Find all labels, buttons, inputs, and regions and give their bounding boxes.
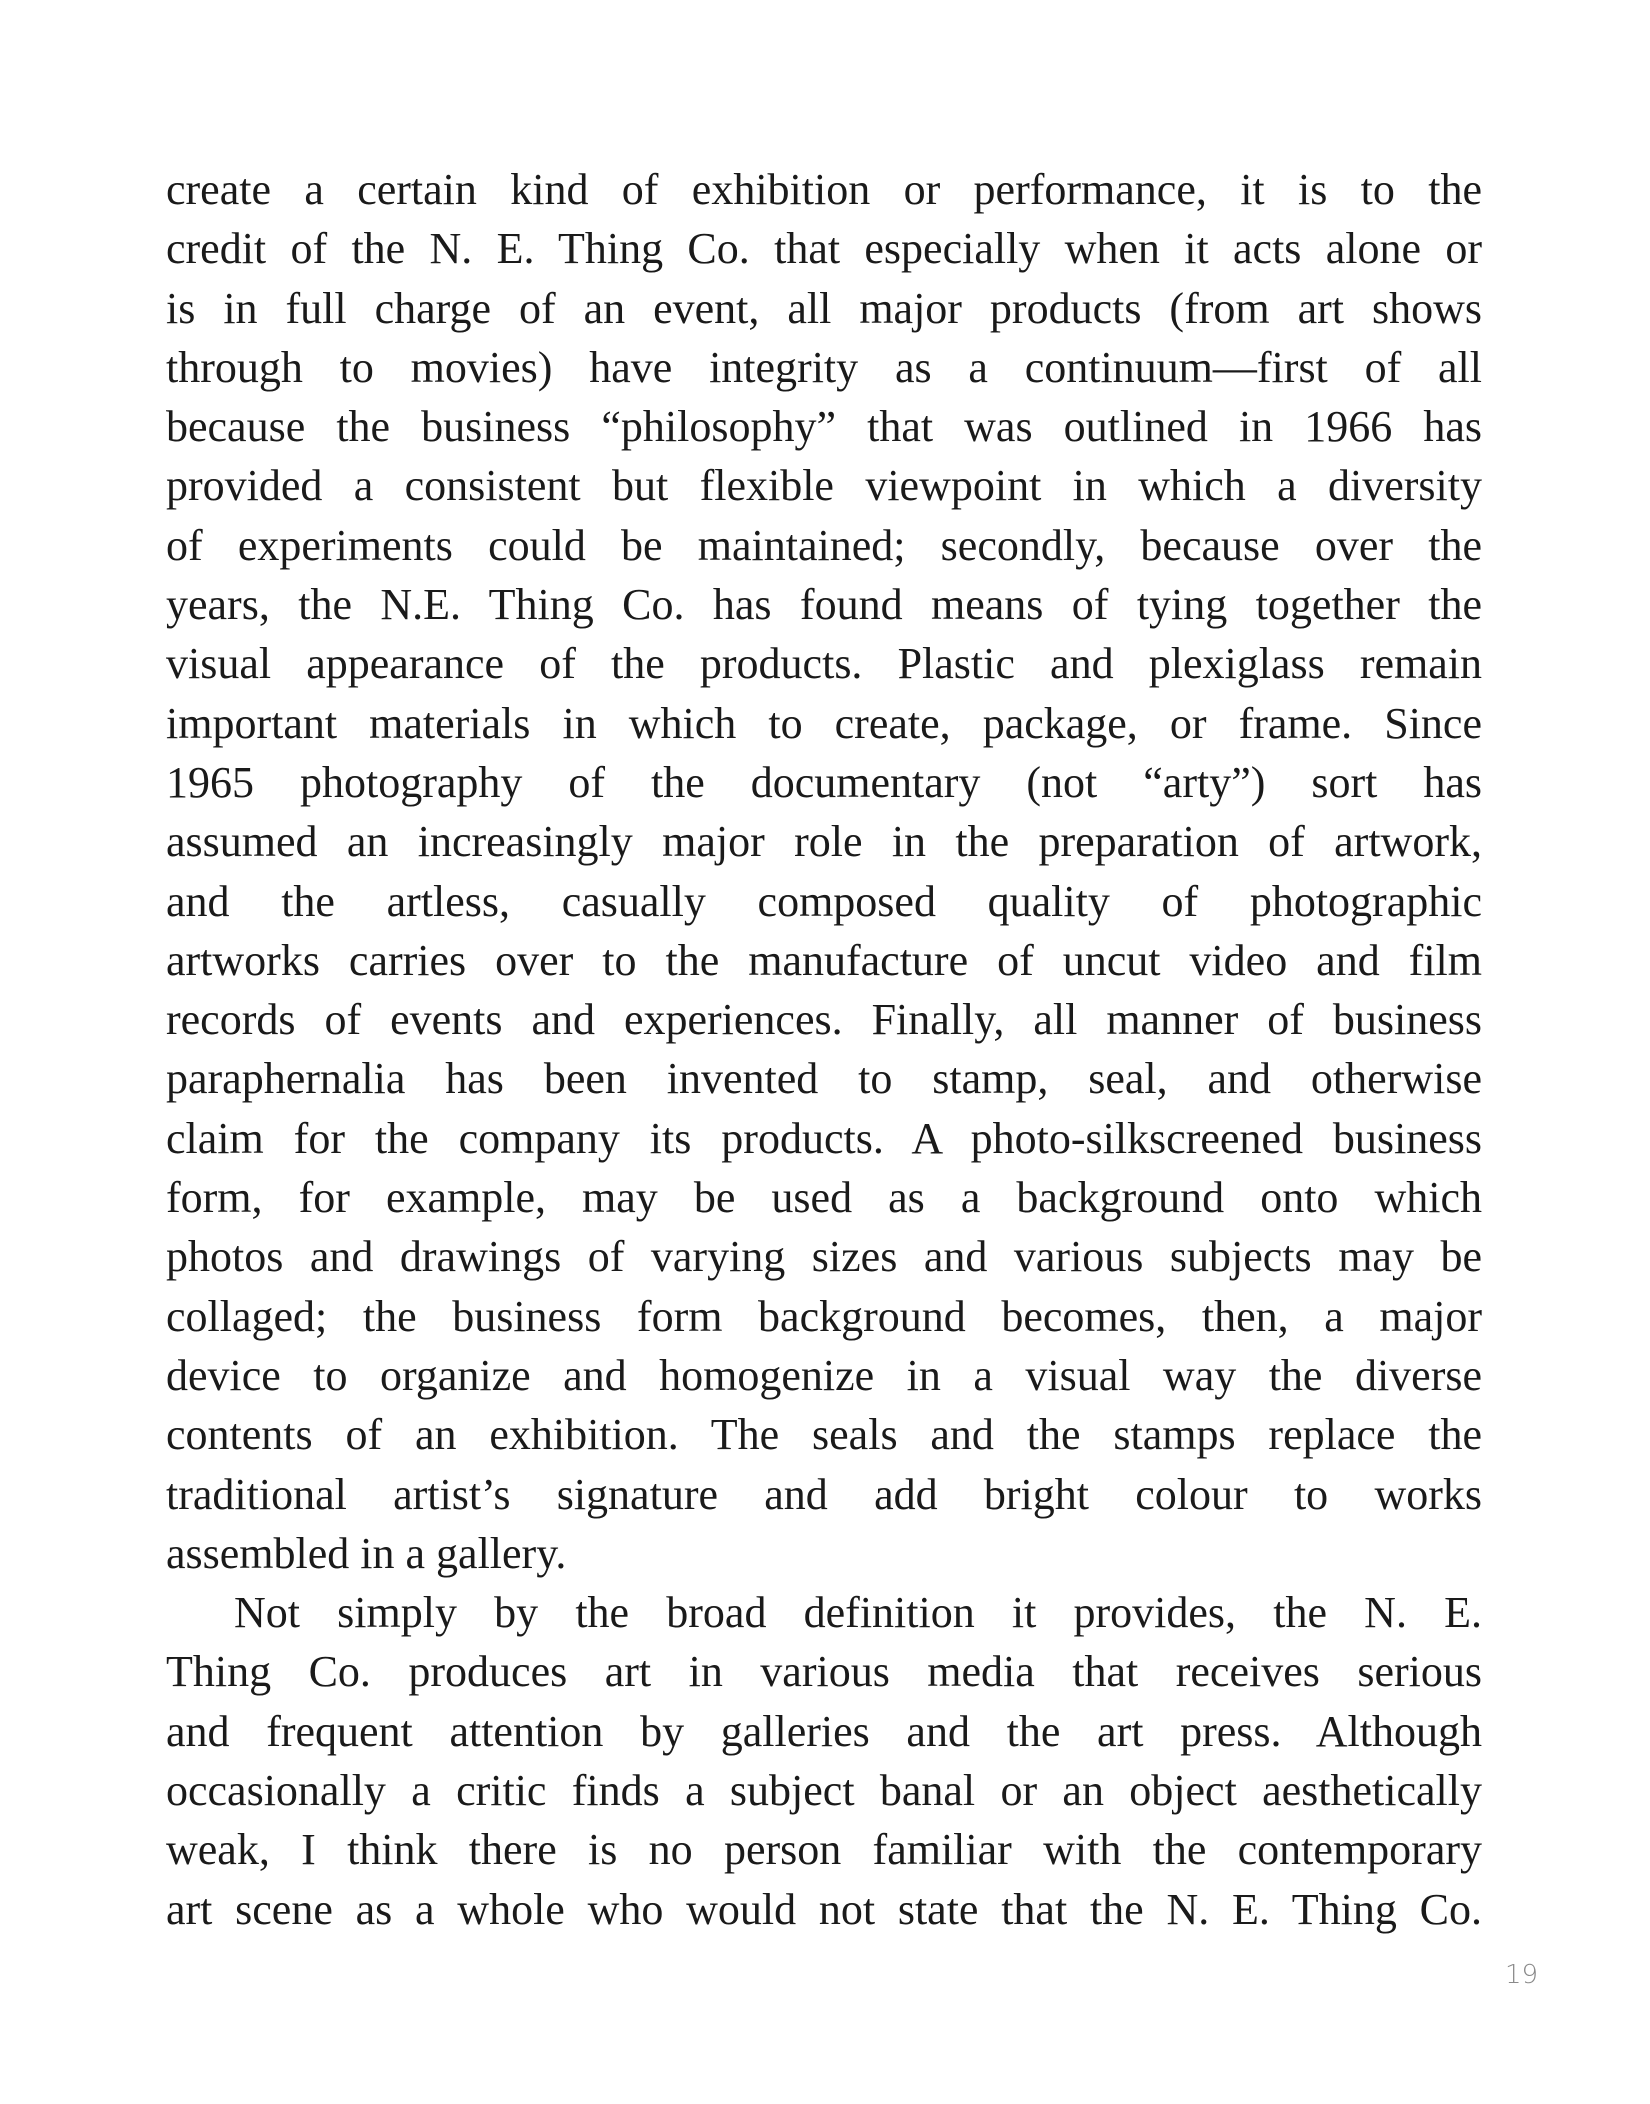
text-line: create a certain kind of exhibition or performance, it is to the [166,165,1482,214]
text-line: and the artless, casually composed quality of photographic [166,876,1482,926]
text-line: form, for example, may be used as a background onto which [166,1173,1482,1223]
text-line: art scene as a whole who would not state that the N. E. Thing Co. [166,1884,1482,1934]
text-line: device to organize and homogenize in a visual way the diverse [166,1350,1482,1400]
text-line: is in full charge of an event, all major products (from art shows [166,283,1482,333]
text-line: 1965 photography of the documentary (not “arty”) sort has [166,757,1482,807]
text-line: important materials in which to create, package, or frame. Since [166,698,1482,748]
text-line: of experiments could be maintained; secondly, because over the [166,520,1482,570]
text-line: because the business “philosophy” that was outlined in 1966 has [166,402,1482,452]
paragraph-2 [166,1583,1482,1939]
text-line: photos and drawings of varying sizes and various subjects may be [166,1232,1482,1282]
text-line: collaged; the business form background becomes, then, a major [166,1291,1482,1341]
text-line: through to movies) have integrity as a continuum—first of all [166,342,1482,392]
text-line: credit of the N. E. Thing Co. that especially when it acts alone or [166,224,1482,274]
text-line: assumed an increasingly major role in the preparation of artwork, [166,817,1482,867]
text-line: traditional artist’s signature and add bright colour to works [166,1469,1482,1519]
text-line: contents of an exhibition. The seals and the stamps replace the [166,1410,1482,1460]
text-line: Thing Co. produces art in various media that receives serious [166,1647,1482,1697]
text-line: records of events and experiences. Finally, all manner of business [166,995,1482,1045]
text-line: claim for the company its products. A photo-silkscreened business [166,1113,1482,1163]
body-text [166,160,1482,1939]
page-number: 19 [1505,1960,1539,1990]
text-line: visual appearance of the products. Plastic and plexiglass remain [166,639,1482,689]
text-line: artworks carries over to the manufacture of uncut video and film [166,935,1482,985]
text-line: provided a consistent but flexible viewpoint in which a diversity [166,461,1482,511]
paragraph-1 [166,160,1482,1583]
text-line: weak, I think there is no person familiar with the contemporary [166,1825,1482,1875]
text-line: years, the N.E. Thing Co. has found means of tying together the [166,580,1482,630]
text-line: and frequent attention by galleries and the art press. Although [166,1706,1482,1756]
text-line: occasionally a critic finds a subject banal or an object aesthetically [166,1766,1482,1816]
text-line: Not simply by the broad definition it provides, the N. E. [234,1588,1482,1638]
text-line: paraphernalia has been invented to stamp, seal, and otherwise [166,1054,1482,1104]
text-line: assembled in a gallery. [166,1528,567,1578]
